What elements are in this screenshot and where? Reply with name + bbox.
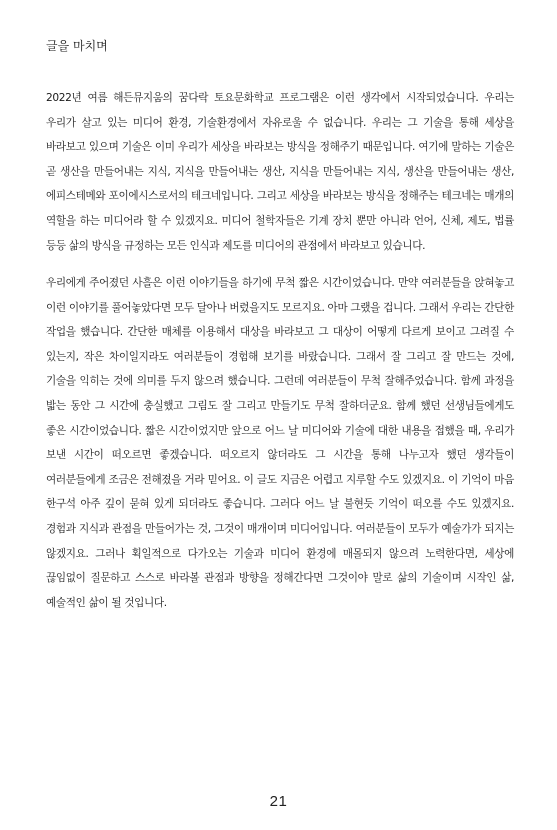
page-number: 21 (269, 793, 288, 810)
section-heading: 글을 마치며 (46, 39, 108, 53)
paragraph-1: 2022년 여름 해든뮤지움의 꿈다락 토요문화학교 프로그램은 이런 생각에서 시작되었습니다. 우리는 우리가 살고 있는 미디어 환경, 기술환경에서 자유로울 수 없습니다. 우리는 그 기술을 통해 세상을 바라보고 있으며 기술은 이미 우리가 세상을 바라보는 방식을 정해주기 때문입니다. 여기에 말하는 기술은 곧 생산을 만들어내는 지식, 지식을 만들어내는 생산, 지식을 만들어내는 지식, 생산을 만들어내는 생산, 에피스테메와 포이에시스로서의 테크네입니다. 그리고 세상을 바라보는 방식을 정해주는 테크네는 매개의 역할을 하는 미디어라 할 수 있겠지요. 미디어 철학자들은 기계 장치 뿐만 아니라 언어, 신체, 제도, 법률 등등 삶의 방식을 규정하는 모든 인식과 제도를 미디어의 관점에서 바라보고 있습니다. (46, 92, 514, 252)
paragraph-2: 우리에게 주어졌던 사흘은 이런 이야기들을 하기에 무척 짧은 시간이었습니다. 만약 여러분들을 앉혀놓고 이런 이야기를 풀어놓았다면 모두 달아나 버렸을지도 모르지요. 아마 그랬을 겁니다. 그래서 우리는 간단한 작업을 했습니다. 간단한 매체를 이용해서 대상을 바라보고 그 대상이 어떻게 다르게 보이고 그려질 수 있는지, 작은 차이일지라도 여러분들이 경험해 보기를 바랐습니다. 그래서 잘 그리고 잘 만드는 것에, 기술을 익히는 것에 의미를 두지 않으려 했습니다. 그런데 여러분들이 무척 잘해주었습니다. 함께 과정을 밟는 동안 그 시간에 충실했고 그림도 잘 그리고 만들기도 무척 잘하더군요. 함께 했던 선생님들에게도 좋은 시간이었습니다. 짧은 시간이었지만 앞으로 어느 날 미디어와 기술에 대한 내용을 접했을 때, 우리가 보낸 시간이 떠오르면 좋겠습니다. 떠오르지 않더라도 그 시간을 통해 나누고자 했던 생각들이 여러분들에게 조금은 전해졌을 거라 믿어요. 이 글도 지금은 어렵고 지루할 수도 있겠지요. 이 기억이 마음 한구석 아주 깊이 묻혀 있게 되더라도 좋습니다. 그러다 어느 날 불현듯 기억이 떠오를 수도 있겠지요. 경험과 지식과 관점을 만들어가는 것, 그것이 매개이며 미디어입니다. 여러분들이 모두가 예술가가 되지는 않겠지요. 그러나 획일적으로 다가오는 기술과 미디어 환경에 매몰되지 않으려 노력한다면, 세상에 끊임없이 질문하고 스스로 바라볼 관점과 방향을 정해간다면 그것이야 말로 삶의 기술이며 시작인 삶, 예술적인 삶이 될 것입니다. (46, 277, 514, 609)
